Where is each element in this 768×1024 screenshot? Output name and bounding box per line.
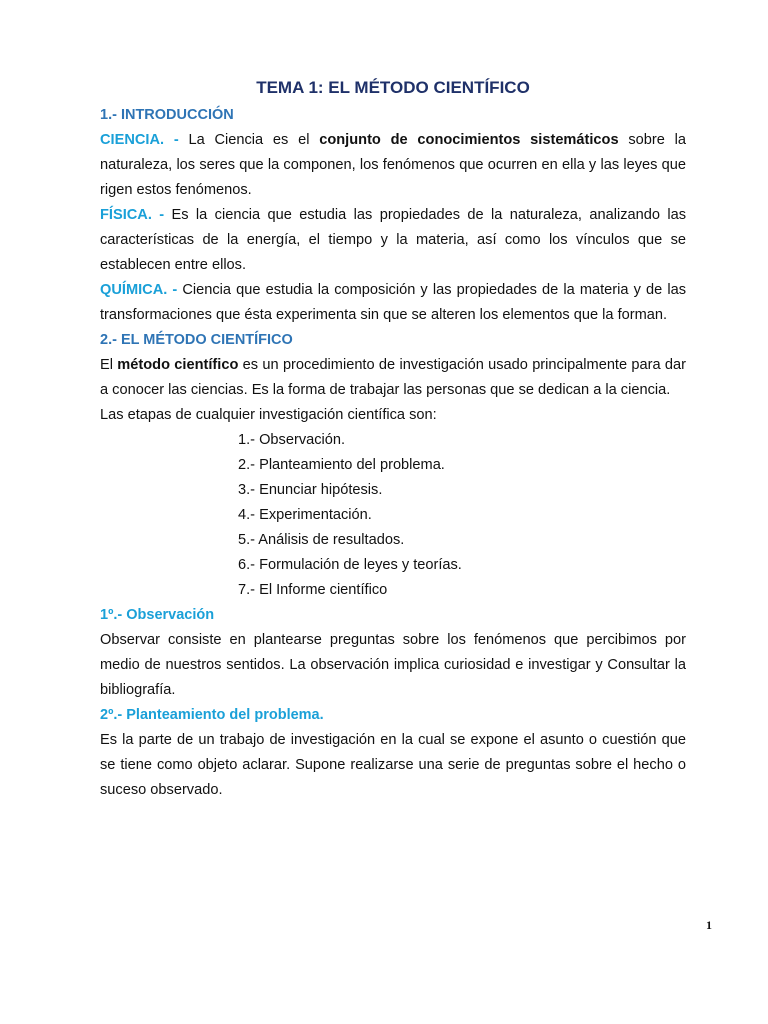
etapas-list	[100, 428, 686, 603]
list-item: 1.- Observación.	[238, 432, 346, 448]
paragraph-metodo	[100, 353, 686, 403]
paragraph-quimica	[100, 278, 686, 328]
fisica-text: Es la ciencia que estudia las propiedades de la naturaleza, analizando las características de la energía, el tiempo y la materia, así como los vínculos que se establecen entre ellos.	[100, 207, 686, 273]
section-heading-observacion: 1º.- Observación	[100, 607, 215, 623]
section-heading-metodo: 2.- EL MÉTODO CIENTÍFICO	[100, 332, 293, 348]
page-title: TEMA 1: EL MÉTODO CIENTÍFICO	[256, 78, 530, 97]
list-item: 2.- Planteamiento del problema.	[238, 457, 445, 473]
list-item: 4.- Experimentación.	[238, 507, 372, 523]
paragraph-fisica	[100, 203, 686, 278]
term-ciencia: CIENCIA. -	[100, 132, 179, 148]
list-item: 6.- Formulación de leyes y teorías.	[238, 557, 462, 573]
document-page	[100, 75, 686, 803]
metodo-text-pre: El	[100, 357, 118, 373]
section-heading-introduccion: 1.- INTRODUCCIÓN	[100, 107, 234, 123]
ciencia-text-pre: La Ciencia es el	[178, 132, 320, 148]
metodo-text-post: es un procedimiento de investigación usado principalmente para dar a conocer las ciencias. Es la forma de trabajar las personas que se dedican a la ciencia.	[100, 357, 687, 398]
list-item: 5.- Análisis de resultados.	[238, 532, 405, 548]
term-fisica: FÍSICA. -	[100, 207, 165, 223]
ciencia-text-post: sobre la naturaleza, los seres que la componen, los fenómenos que ocurren en ella y las leyes que rigen estos fenómenos.	[100, 132, 687, 198]
section-heading-planteamiento: 2º.- Planteamiento del problema.	[100, 707, 324, 723]
paragraph-observacion: Observar consiste en plantearse preguntas sobre los fenómenos que percibimos por medio de nuestros sentidos. La observación implica curiosidad e investigar y Consultar la bibliografía.	[100, 632, 686, 698]
list-item: 3.- Enunciar hipótesis.	[238, 482, 383, 498]
etapas-intro: Las etapas de cualquier investigación científica son:	[100, 407, 437, 423]
paragraph-planteamiento: Es la parte de un trabajo de investigación en la cual se expone el asunto o cuestión que se tiene como objeto aclarar. Supone realizarse una serie de preguntas sobre el hecho o suceso observado.	[100, 732, 686, 798]
quimica-text: Ciencia que estudia la composición y las propiedades de la materia y de las transformaciones que ésta experimenta sin que se alteren los elementos que la forman.	[100, 282, 686, 323]
paragraph-ciencia	[100, 128, 686, 203]
metodo-bold-text: método científico	[117, 357, 239, 373]
term-quimica: QUÍMICA. -	[100, 282, 178, 298]
list-item: 7.- El Informe científico	[238, 582, 388, 598]
page-number: 1	[706, 918, 712, 932]
ciencia-bold-text: conjunto de conocimientos sistemáticos	[319, 132, 619, 148]
